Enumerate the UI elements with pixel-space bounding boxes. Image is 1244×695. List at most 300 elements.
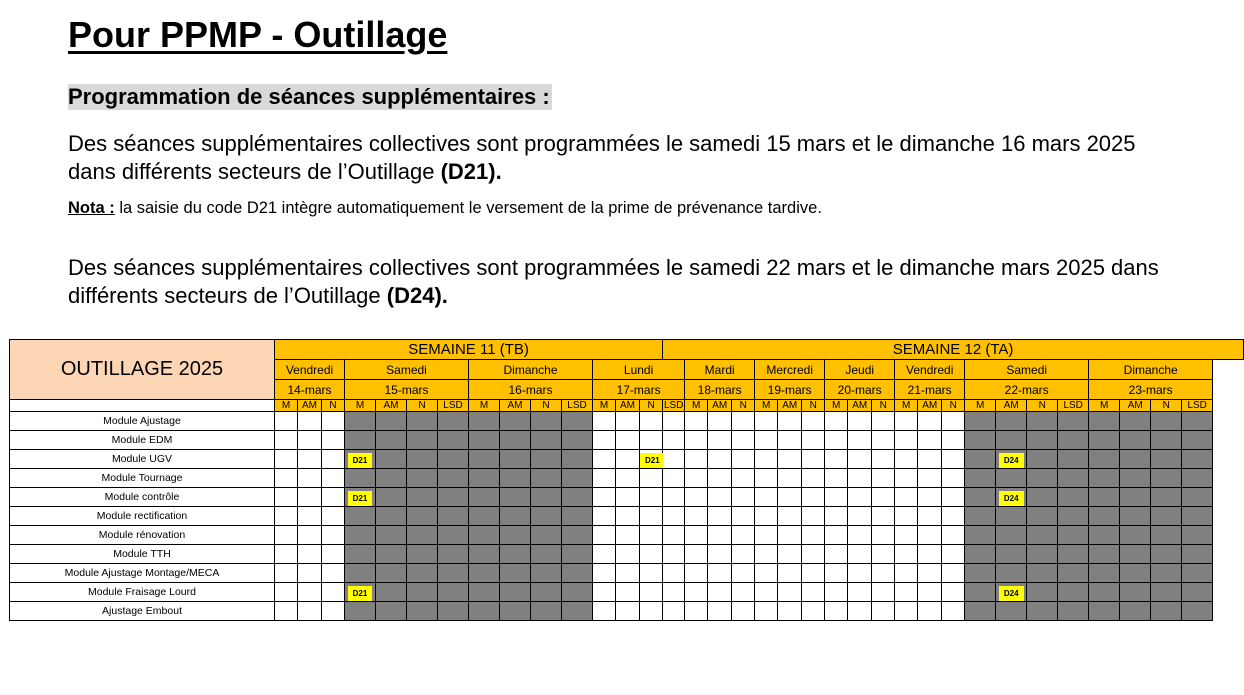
schedule-cell — [708, 564, 732, 583]
schedule-cell — [469, 507, 500, 526]
schedule-cell — [965, 545, 996, 564]
schedule-cell — [1058, 412, 1089, 431]
schedule-cell — [298, 545, 322, 564]
schedule-cell — [376, 488, 407, 507]
slot-label: AM — [778, 400, 802, 412]
schedule-cell — [275, 469, 298, 488]
schedule-cell — [640, 564, 663, 583]
schedule-cell — [1120, 488, 1151, 507]
schedule-cell — [1120, 583, 1151, 602]
schedule-cell — [322, 545, 345, 564]
table-row — [10, 431, 1244, 450]
slot-label: AM — [376, 400, 407, 412]
schedule-cell — [1089, 545, 1120, 564]
slot-label: M — [825, 400, 848, 412]
schedule-cell — [407, 488, 438, 507]
schedule-cell — [755, 545, 778, 564]
schedule-cell — [345, 602, 376, 621]
schedule-cell — [616, 507, 640, 526]
schedule-cell — [778, 450, 802, 469]
schedule-cell — [376, 507, 407, 526]
slot-label: M — [965, 400, 996, 412]
schedule-cell — [685, 564, 708, 583]
schedule-cell — [345, 507, 376, 526]
schedule-cell — [322, 469, 345, 488]
schedule-cell — [469, 564, 500, 583]
schedule-cell — [942, 412, 965, 431]
schedule-cell — [438, 545, 469, 564]
schedule-cell — [708, 488, 732, 507]
schedule-cell — [1120, 450, 1151, 469]
schedule-cell — [663, 488, 685, 507]
day-name: Dimanche — [1089, 360, 1213, 380]
table-row — [10, 564, 1244, 583]
schedule-cell — [1120, 412, 1151, 431]
schedule-cell — [965, 488, 996, 507]
day-name: Samedi — [965, 360, 1089, 380]
module-name: Module rénovation — [10, 526, 275, 545]
schedule-cell — [275, 507, 298, 526]
table-row — [10, 469, 1244, 488]
schedule-cell — [685, 602, 708, 621]
schedule-cell — [685, 431, 708, 450]
schedule-cell — [872, 469, 895, 488]
schedule-cell — [965, 431, 996, 450]
schedule-cell — [562, 526, 593, 545]
schedule-cell — [755, 488, 778, 507]
schedule-cell — [685, 526, 708, 545]
schedule-cell — [298, 450, 322, 469]
schedule-cell — [616, 469, 640, 488]
module-name: Module Ajustage Montage/MECA — [10, 564, 275, 583]
schedule-cell — [322, 602, 345, 621]
schedule-cell — [1027, 526, 1058, 545]
schedule-cell — [1182, 602, 1213, 621]
schedule-cell — [298, 526, 322, 545]
schedule-cell — [895, 450, 918, 469]
schedule-cell — [848, 602, 872, 621]
schedule-cell — [531, 583, 562, 602]
schedule-cell — [298, 469, 322, 488]
schedule-cell — [322, 526, 345, 545]
schedule-cell — [407, 469, 438, 488]
schedule-cell — [663, 431, 685, 450]
schedule-cell — [1089, 431, 1120, 450]
schedule-cell — [1058, 583, 1089, 602]
schedule-cell — [640, 507, 663, 526]
schedule-cell — [593, 602, 616, 621]
schedule-cell — [732, 488, 755, 507]
schedule-cell — [1151, 431, 1182, 450]
schedule-cell — [872, 583, 895, 602]
schedule-cell — [755, 431, 778, 450]
schedule-cell — [500, 450, 531, 469]
schedule-cell — [640, 583, 663, 602]
schedule-cell — [942, 583, 965, 602]
schedule-cell — [376, 564, 407, 583]
schedule-cell — [996, 431, 1027, 450]
schedule-cell — [345, 564, 376, 583]
schedule-cell — [531, 412, 562, 431]
slot-label: LSD — [438, 400, 469, 412]
schedule-cell — [438, 450, 469, 469]
module-name: Module UGV — [10, 450, 275, 469]
schedule-cell — [708, 583, 732, 602]
schedule-cell — [918, 412, 942, 431]
schedule-cell — [778, 488, 802, 507]
schedule-cell — [778, 545, 802, 564]
schedule-cell — [345, 526, 376, 545]
schedule-cell — [469, 545, 500, 564]
session-code-badge: D24 — [999, 586, 1024, 601]
section-subtitle: Programmation de séances supplémentaires : — [68, 84, 550, 109]
schedule-cell — [755, 450, 778, 469]
schedule-cell — [1120, 526, 1151, 545]
schedule-cell — [275, 564, 298, 583]
schedule-cell — [438, 488, 469, 507]
schedule-cell — [965, 564, 996, 583]
schedule-cell — [895, 412, 918, 431]
schedule-cell — [778, 507, 802, 526]
schedule-cell — [1151, 583, 1182, 602]
schedule-cell — [848, 488, 872, 507]
schedule-cell — [1182, 469, 1213, 488]
schedule-cell — [438, 412, 469, 431]
schedule-cell — [895, 545, 918, 564]
schedule-cell — [562, 431, 593, 450]
schedule-cell — [500, 412, 531, 431]
schedule-cell — [825, 488, 848, 507]
day-date: 22-mars — [965, 380, 1089, 400]
schedule-cell — [1058, 431, 1089, 450]
schedule-cell — [996, 583, 1027, 602]
schedule-cell — [802, 545, 825, 564]
schedule-cell — [825, 583, 848, 602]
slot-label: N — [1027, 400, 1058, 412]
module-name: Module Ajustage — [10, 412, 275, 431]
schedule-cell — [616, 431, 640, 450]
schedule-cell — [965, 412, 996, 431]
schedule-cell — [469, 602, 500, 621]
schedule-cell — [376, 469, 407, 488]
schedule-cell — [407, 564, 438, 583]
table-row — [10, 488, 1244, 507]
schedule-cell — [1151, 507, 1182, 526]
slot-label: N — [531, 400, 562, 412]
schedule-cell — [562, 488, 593, 507]
schedule-cell — [322, 583, 345, 602]
schedule-cell — [965, 583, 996, 602]
schedule-cell — [298, 488, 322, 507]
schedule-cell — [685, 545, 708, 564]
slot-label: LSD — [663, 400, 684, 411]
schedule-cell — [848, 526, 872, 545]
schedule-cell — [825, 412, 848, 431]
schedule-cell — [1027, 469, 1058, 488]
schedule-cell — [322, 564, 345, 583]
nota-paragraph — [68, 199, 822, 218]
schedule-cell — [531, 545, 562, 564]
schedule-cell — [531, 564, 562, 583]
schedule-cell — [616, 488, 640, 507]
session-code-badge: D24 — [999, 491, 1024, 506]
module-name: Module contrôle — [10, 488, 275, 507]
schedule-cell — [996, 469, 1027, 488]
schedule-cell — [531, 507, 562, 526]
schedule-cell — [275, 488, 298, 507]
schedule-cell — [802, 450, 825, 469]
slot-label: AM — [918, 400, 942, 412]
slot-label: LSD — [1058, 400, 1089, 412]
schedule-cell — [640, 469, 663, 488]
session-code-badge: D21 — [348, 453, 373, 468]
slot-label: AM — [848, 400, 872, 412]
schedule-cell — [685, 412, 708, 431]
schedule-cell — [895, 564, 918, 583]
schedule-cell — [802, 507, 825, 526]
schedule-cell — [593, 583, 616, 602]
slot-label: N — [1151, 400, 1182, 412]
schedule-cell — [616, 602, 640, 621]
schedule-cell — [872, 431, 895, 450]
schedule-title: OUTILLAGE 2025 — [10, 340, 275, 400]
schedule-cell — [918, 469, 942, 488]
day-name: Samedi — [345, 360, 469, 380]
schedule-cell — [825, 564, 848, 583]
schedule-cell — [685, 450, 708, 469]
announcement-2-text: Des séances supplémentaires collectives sont programmées le samedi 22 mars et le dimanche mars 2025 dans différents secteurs de l’Outillage — [68, 255, 1159, 308]
schedule-cell — [1058, 545, 1089, 564]
schedule-cell — [663, 545, 685, 564]
schedule-cell — [732, 469, 755, 488]
schedule-cell — [1151, 469, 1182, 488]
schedule-cell — [825, 469, 848, 488]
schedule-cell — [640, 431, 663, 450]
table-row — [10, 602, 1244, 621]
day-date: 17-mars — [593, 380, 685, 400]
schedule-cell — [778, 526, 802, 545]
schedule-cell — [500, 431, 531, 450]
schedule-cell — [376, 412, 407, 431]
schedule-cell — [802, 469, 825, 488]
schedule-cell — [778, 602, 802, 621]
schedule-cell — [732, 583, 755, 602]
schedule-cell — [345, 469, 376, 488]
schedule-cell — [438, 431, 469, 450]
schedule-cell — [732, 564, 755, 583]
schedule-cell — [593, 526, 616, 545]
day-date: 19-mars — [755, 380, 825, 400]
day-date: 16-mars — [469, 380, 593, 400]
schedule-cell — [755, 507, 778, 526]
schedule-cell — [275, 602, 298, 621]
schedule-cell — [872, 602, 895, 621]
schedule-cell — [708, 450, 732, 469]
schedule-cell — [895, 602, 918, 621]
slot-label: AM — [996, 400, 1027, 412]
schedule-cell — [918, 488, 942, 507]
schedule-cell — [1089, 488, 1120, 507]
schedule-cell — [500, 507, 531, 526]
schedule-cell — [778, 469, 802, 488]
schedule-cell — [802, 488, 825, 507]
schedule-cell — [918, 602, 942, 621]
schedule-cell — [1120, 564, 1151, 583]
schedule-cell — [500, 469, 531, 488]
week-header: SEMAINE 11 (TB) — [275, 340, 663, 360]
schedule-cell — [732, 450, 755, 469]
schedule-cell — [895, 431, 918, 450]
schedule-cell — [732, 602, 755, 621]
schedule-cell — [778, 431, 802, 450]
schedule-cell — [438, 564, 469, 583]
schedule-cell — [1089, 564, 1120, 583]
schedule-cell — [663, 583, 685, 602]
schedule-cell — [500, 488, 531, 507]
schedule-table — [9, 339, 1244, 621]
schedule-cell — [640, 488, 663, 507]
schedule-cell — [1027, 488, 1058, 507]
slot-label: N — [640, 400, 663, 412]
table-row — [10, 583, 1244, 602]
schedule-cell — [942, 488, 965, 507]
day-name: Lundi — [593, 360, 685, 380]
schedule-cell — [616, 583, 640, 602]
day-date: 14-mars — [275, 380, 345, 400]
schedule-cell — [616, 526, 640, 545]
slot-label: M — [755, 400, 778, 412]
schedule-cell — [802, 431, 825, 450]
schedule-cell — [407, 450, 438, 469]
schedule-cell — [275, 526, 298, 545]
slot-label: AM — [708, 400, 732, 412]
slot-label: M — [895, 400, 918, 412]
day-date: 21-mars — [895, 380, 965, 400]
schedule-cell — [1182, 564, 1213, 583]
slot-label: M — [345, 400, 376, 412]
schedule-cell — [872, 507, 895, 526]
schedule-cell — [732, 545, 755, 564]
schedule-cell — [732, 507, 755, 526]
schedule-cell — [322, 450, 345, 469]
schedule-cell — [872, 564, 895, 583]
schedule-cell — [345, 488, 376, 507]
schedule-cell — [593, 469, 616, 488]
schedule-cell — [275, 412, 298, 431]
schedule-cell — [663, 602, 685, 621]
schedule-cell — [1089, 507, 1120, 526]
schedule-cell — [685, 583, 708, 602]
day-date: 15-mars — [345, 380, 469, 400]
schedule-cell — [918, 431, 942, 450]
schedule-cell — [848, 469, 872, 488]
schedule-cell — [298, 412, 322, 431]
schedule-cell — [1151, 488, 1182, 507]
schedule-cell — [640, 450, 663, 469]
page-title: Pour PPMP - Outillage — [68, 14, 448, 55]
schedule-cell — [562, 564, 593, 583]
schedule-cell — [996, 507, 1027, 526]
schedule-cell — [500, 564, 531, 583]
schedule-cell — [708, 602, 732, 621]
schedule-cell — [996, 602, 1027, 621]
schedule-cell — [1089, 469, 1120, 488]
schedule-cell — [640, 545, 663, 564]
schedule-cell — [376, 602, 407, 621]
schedule-cell — [322, 431, 345, 450]
schedule-cell — [802, 412, 825, 431]
schedule-cell — [755, 583, 778, 602]
schedule-cell — [685, 488, 708, 507]
day-date: 23-mars — [1089, 380, 1213, 400]
schedule-cell — [1058, 564, 1089, 583]
schedule-cell — [1027, 450, 1058, 469]
schedule-cell — [1120, 469, 1151, 488]
schedule-cell — [663, 412, 685, 431]
schedule-cell — [1151, 450, 1182, 469]
schedule-cell — [685, 507, 708, 526]
schedule-cell — [1027, 431, 1058, 450]
schedule-cell — [531, 526, 562, 545]
schedule-cell — [1058, 602, 1089, 621]
schedule-cell — [322, 488, 345, 507]
slot-label: N — [802, 400, 825, 412]
schedule-cell — [848, 583, 872, 602]
slot-label: M — [275, 400, 298, 412]
schedule-cell — [1120, 545, 1151, 564]
schedule-cell — [1120, 507, 1151, 526]
schedule-cell — [1058, 469, 1089, 488]
schedule-cell — [942, 450, 965, 469]
schedule-cell — [1182, 450, 1213, 469]
schedule-cell — [965, 469, 996, 488]
schedule-cell — [275, 545, 298, 564]
module-name: Ajustage Embout — [10, 602, 275, 621]
schedule-cell — [593, 564, 616, 583]
schedule-cell — [825, 431, 848, 450]
schedule-cell — [918, 450, 942, 469]
schedule-cell — [872, 450, 895, 469]
schedule-cell — [825, 450, 848, 469]
schedule-cell — [778, 412, 802, 431]
schedule-cell — [755, 526, 778, 545]
schedule-cell — [1151, 526, 1182, 545]
schedule-cell — [663, 507, 685, 526]
schedule-cell — [345, 583, 376, 602]
schedule-cell — [322, 507, 345, 526]
schedule-cell — [663, 526, 685, 545]
schedule-cell — [1058, 488, 1089, 507]
schedule-cell — [438, 507, 469, 526]
schedule-cell — [1027, 564, 1058, 583]
announcement-1-code: (D21). — [440, 159, 502, 184]
slot-label: LSD — [1182, 400, 1213, 412]
schedule-cell — [996, 450, 1027, 469]
slot-label: M — [1089, 400, 1120, 412]
day-date: 18-mars — [685, 380, 755, 400]
schedule-cell — [708, 469, 732, 488]
slot-label: LSD — [562, 400, 593, 412]
schedule-cell — [376, 526, 407, 545]
slot-label: N — [872, 400, 895, 412]
schedule-cell — [407, 526, 438, 545]
schedule-cell — [640, 526, 663, 545]
schedule-cell — [438, 469, 469, 488]
schedule-cell — [755, 469, 778, 488]
schedule-cell — [376, 545, 407, 564]
schedule-cell — [376, 450, 407, 469]
schedule-cell — [562, 412, 593, 431]
